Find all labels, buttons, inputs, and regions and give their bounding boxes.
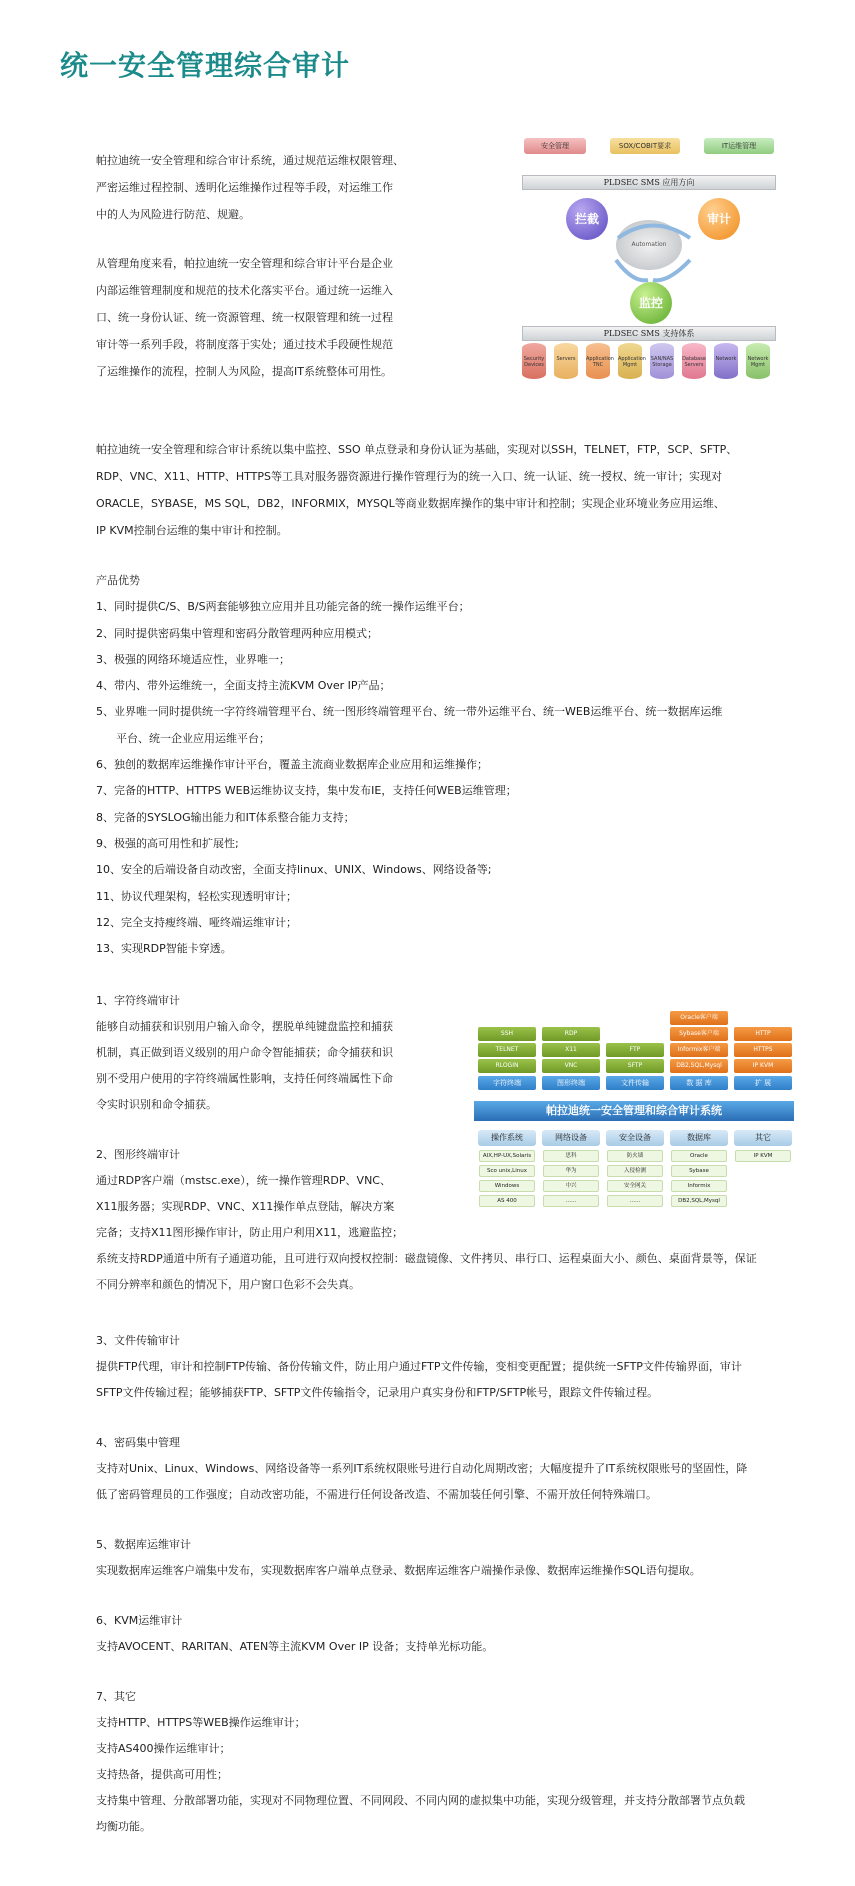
text-line: 系统支持RDP通道中所有子通道功能，且可进行双向授权控制：磁盘镜像、文件拷贝、串行口、运程桌面大小、颜色、桌面背景等，保证: [96, 1252, 757, 1265]
text-line: 支持对Unix、Linux、Windows、网络设备等一系列IT系统权限账号进行自动化周期改密；大幅度提升了IT系统权限账号的坚固性，降: [96, 1462, 748, 1475]
section-graphic-terminal: [96, 1142, 476, 1246]
text-line: 令实时识别和命令捕获。: [96, 1098, 217, 1111]
list-item: 9、极强的高可用性和扩展性;: [96, 836, 239, 850]
section-graphic-terminal-cont: [96, 1246, 816, 1298]
text-line: 中的人为风险进行防范、规避。: [96, 208, 250, 221]
cell: 入侵检测: [607, 1165, 663, 1177]
colhead-os: 操作系统: [478, 1130, 536, 1146]
section-title: 6、KVM运维审计: [96, 1614, 183, 1627]
section-title: 5、数据库运维审计: [96, 1538, 191, 1551]
cell: DB2,SQL,Mysql: [671, 1195, 727, 1207]
text-line: 支持HTTP、HTTPS等WEB操作运维审计；: [96, 1716, 306, 1729]
block-database: 数 据 库: [670, 1076, 728, 1090]
tag-sox-cobit: SOX/COBIT要求: [610, 138, 680, 154]
list-item: 3、极强的网络环境适应性，业界唯一；: [96, 652, 290, 666]
cylinder-network-mgmt: Network Mgmt: [746, 343, 770, 379]
block-rlogin: RLOGIN: [478, 1059, 536, 1073]
text-line: 别不受用户使用的字符终端属性影响，支持任何终端属性下命: [96, 1072, 393, 1085]
text-line: 帕拉迪统一安全管理和综合审计系统，通过规范运维权限管理、: [96, 154, 404, 167]
cylinder-application-tnc: Application TNC: [586, 343, 610, 379]
intro-paragraph-2: [96, 250, 496, 385]
system-banner: 帕拉迪统一安全管理和综合审计系统: [474, 1101, 794, 1121]
list-item: 11、协议代理架构，轻松实现透明审计；: [96, 889, 297, 903]
cell: 安全网关: [607, 1180, 663, 1192]
colhead-other: 其它: [734, 1130, 792, 1146]
section-file-transfer: [96, 1328, 816, 1406]
cell: AS 400: [479, 1195, 535, 1207]
text-line: IP KVM控制台运维的集中审计和控制。: [96, 524, 288, 537]
block-ftp: FTP: [606, 1043, 664, 1057]
cell: Windows: [479, 1180, 535, 1192]
section-kvm-audit: [96, 1608, 816, 1660]
audit-system-diagram: [474, 1006, 800, 1218]
cylinder-database-servers: Database Servers: [682, 343, 706, 379]
text-line: 支持热备，提供高可用性；: [96, 1768, 228, 1781]
cell: Sco unix,Linux: [479, 1165, 535, 1177]
cell: AIX,HP-UX,Solaris: [479, 1150, 535, 1162]
cylinder-application-mgmt: Application Mgmt: [618, 343, 642, 379]
cylinder-security-devices: Security Devices: [522, 343, 546, 379]
cycle-arrows-icon: [598, 208, 708, 288]
cell: Sybase: [671, 1165, 727, 1177]
text-line: 低了密码管理员的工作强度；自动改密功能，不需进行任何设备改造、不需加装任何引擎、不需开放任何特殊端口。: [96, 1488, 657, 1501]
block-sybase-client: Sybase客户端: [670, 1027, 728, 1041]
automation-gear: Automation: [616, 220, 682, 270]
text-line: 完备；支持X11图形操作审计，防止用户利用X11，逃避监控；: [96, 1226, 404, 1239]
band-application-direction: PLDSEC SMS 应用方向: [522, 175, 776, 190]
text-line: 支持AS400操作运维审计；: [96, 1742, 231, 1755]
text-line: 通过RDP客户端（mstsc.exe），统一操作管理RDP、VNC、: [96, 1174, 391, 1187]
page-title: 统一安全管理综合审计: [60, 49, 351, 82]
orb-intercept: 拦截: [566, 198, 608, 240]
section-title: 3、文件传输审计: [96, 1334, 180, 1347]
block-file-transfer: 文件传输: [606, 1076, 664, 1090]
block-x11: X11: [542, 1043, 600, 1057]
block-rdp: RDP: [542, 1027, 600, 1041]
block-db2-client: DB2,SQL,Mysql: [670, 1059, 728, 1073]
pldsec-architecture-diagram: [518, 138, 782, 383]
cell: IP KVM: [735, 1150, 791, 1162]
text-line: RDP、VNC、X11、HTTP、HTTPS等工具对服务器资源进行操作管理行为的统一入口、统一认证、统一授权、统一审计；实现对: [96, 470, 722, 483]
list-item: 8、完备的SYSLOG输出能力和IT体系整合能力支持；: [96, 810, 355, 824]
text-line: X11服务器；实现RDP、VNC、X11操作单点登陆，解决方案: [96, 1200, 395, 1213]
band-support-system: PLDSEC SMS 支持体系: [522, 326, 776, 341]
text-line: 实现数据库运维客户端集中发布，实现数据库客户端单点登录、数据库运维客户端操作录像、数据库运维操作SQL语句提取。: [96, 1564, 701, 1577]
cell: Informix: [671, 1180, 727, 1192]
text-line: 严密运维过程控制、透明化运维操作过程等手段，对运维工作: [96, 181, 393, 194]
block-oracle-client: Oracle客户端: [670, 1011, 728, 1025]
cell: 思科: [543, 1150, 599, 1162]
text-line: 均衡功能。: [96, 1820, 151, 1833]
list-item: 4、带内、带外运维统一，全面支持主流KVM Over IP产品；: [96, 679, 391, 693]
section-character-terminal: [96, 988, 476, 1118]
block-extension: 扩 展: [734, 1076, 792, 1090]
cell: ……: [607, 1195, 663, 1207]
list-item: 10、安全的后端设备自动改密，全面支持linux、UNIX、Windows、网络设备等;: [96, 863, 492, 877]
text-line: 支持集中管理、分散部署功能，实现对不同物理位置、不同网段、不同内网的虚拟集中功能，实现分级管理，并支持分散部署节点负载: [96, 1794, 745, 1807]
block-informix-client: Informix客户端: [670, 1043, 728, 1057]
block-ipkvm: IP KVM: [734, 1059, 792, 1073]
section-title: 2、图形终端审计: [96, 1148, 180, 1161]
orb-monitor: 监控: [630, 282, 672, 324]
block-https: HTTPS: [734, 1043, 792, 1057]
cylinder-san-nas: SAN/NAS Storage: [650, 343, 674, 379]
text-line: 提供FTP代理，审计和控制FTP传输、备份传输文件，防止用户通过FTP文件传输，变相变更配置；提供统一SFTP文件传输界面，审计: [96, 1360, 742, 1373]
intro-paragraph-1: [96, 147, 496, 228]
list-item: 平台、统一企业应用运维平台；: [116, 731, 270, 745]
text-line: 帕拉迪统一安全管理和综合审计系统以集中监控、SSO 单点登录和身份认证为基础，实现对以SSH，TELNET，FTP，SCP、SFTP、: [96, 443, 738, 456]
list-item: 6、独创的数据库运维操作审计平台，覆盖主流商业数据库企业应用和运维操作；: [96, 758, 488, 772]
text-line: 支持AVOCENT、RARITAN、ATEN等主流KVM Over IP 设备；支持单光标功能。: [96, 1640, 494, 1653]
block-graphic-terminal: 图形终端: [542, 1076, 600, 1090]
text-line: 能够自动捕获和识别用户输入命令，摆脱单纯键盘监控和捕获: [96, 1020, 393, 1033]
cell: Oracle: [671, 1150, 727, 1162]
list-item: 1、同时提供C/S、B/S两套能够独立应用并且功能完备的统一操作运维平台；: [96, 600, 470, 614]
block-char-terminal: 字符终端: [478, 1076, 536, 1090]
text-line: 机制，真正做到语义级别的用户命令智能捕获；命令捕获和识: [96, 1046, 393, 1059]
text-line: 口、统一身份认证、统一资源管理、统一权限管理和统一过程: [96, 311, 393, 324]
text-line: 审计等一系列手段，将制度落于实处；通过技术手段硬性规范: [96, 338, 393, 351]
advantages-heading: 产品优势: [96, 574, 140, 587]
text-line: 不同分辨率和颜色的情况下，用户窗口色彩不会失真。: [96, 1278, 360, 1291]
list-item: 7、完备的HTTP、HTTPS WEB运维协议支持，集中发布IE，支持任何WEB运维管理；: [96, 784, 517, 798]
cell: 华为: [543, 1165, 599, 1177]
cell: 防火墙: [607, 1150, 663, 1162]
text-line: 从管理角度来看，帕拉迪统一安全管理和综合审计平台是企业: [96, 257, 393, 270]
list-item: 2、同时提供密码集中管理和密码分散管理两种应用模式；: [96, 626, 378, 640]
section-title: 4、密码集中管理: [96, 1436, 180, 1449]
tag-security-mgmt: 安全管理: [524, 138, 586, 154]
tag-it-ops: IT运维管理: [704, 138, 774, 154]
list-item: 5、业界唯一同时提供统一字符终端管理平台、统一图形终端管理平台、统一带外运维平台、统一WEB运维平台、统一数据库运维: [96, 705, 723, 719]
colhead-network: 网络设备: [542, 1130, 600, 1146]
section-title: 7、其它: [96, 1690, 136, 1703]
section-title: 1、字符终端审计: [96, 994, 180, 1007]
block-sftp: SFTP: [606, 1059, 664, 1073]
block-ssh: SSH: [478, 1027, 536, 1041]
text-line: ORACLE，SYBASE，MS SQL，DB2，INFORMIX，MYSQL等商业数据库操作的集中审计和控制；实现企业环境业务应用运维、: [96, 497, 725, 510]
list-item: 12、完全支持瘦终端、哑终端运维审计；: [96, 915, 297, 929]
block-vnc: VNC: [542, 1059, 600, 1073]
block-http: HTTP: [734, 1027, 792, 1041]
overview-paragraph: [96, 436, 816, 544]
section-database-audit: [96, 1532, 816, 1584]
text-line: 内部运维管理制度和规范的技术化落实平台。通过统一运维入: [96, 284, 393, 297]
text-line: SFTP文件传输过程；能够捕获FTP、SFTP文件传输指令，记录用户真实身份和FTP/SFTP帐号，跟踪文件传输过程。: [96, 1386, 659, 1399]
advantages-list: [96, 568, 816, 962]
cylinder-network: Network: [714, 343, 738, 379]
orb-audit: 审计: [698, 198, 740, 240]
cylinder-servers: Servers: [554, 343, 578, 379]
block-telnet: TELNET: [478, 1043, 536, 1057]
cell: 中兴: [543, 1180, 599, 1192]
cell: ……: [543, 1195, 599, 1207]
section-password-mgmt: [96, 1430, 816, 1508]
text-line: 了运维操作的流程，控制人为风险，提高IT系统整体可用性。: [96, 365, 392, 378]
list-item: 13、实现RDP智能卡穿透。: [96, 942, 232, 956]
colhead-database: 数据库: [670, 1130, 728, 1146]
colhead-security: 安全设备: [606, 1130, 664, 1146]
section-others: [96, 1684, 816, 1840]
